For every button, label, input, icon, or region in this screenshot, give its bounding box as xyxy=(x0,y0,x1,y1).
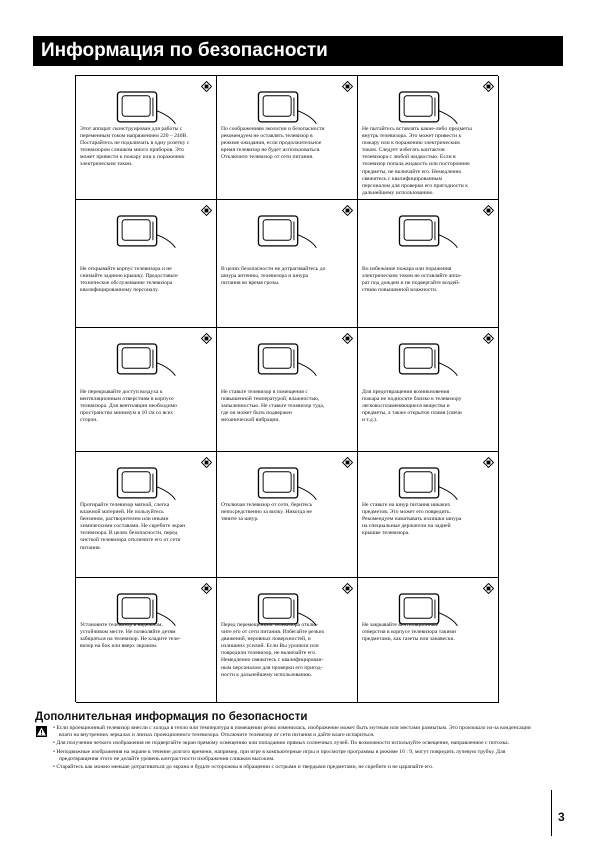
safety-cell xyxy=(358,578,499,703)
language-mark-icon xyxy=(483,581,494,592)
safety-cell xyxy=(358,452,499,578)
language-mark-icon xyxy=(342,203,353,214)
safety-text: Не ставьте телевизор в помещения с повышенной температурой, влажностью, запыленностью. Не ставьте телевизор туда, где он может быть подвержен механической вибрации. xyxy=(221,389,325,424)
language-mark-icon xyxy=(342,79,353,90)
language-mark-icon xyxy=(483,79,494,90)
safety-text: Для предотвращения возникновения пожара не подносите близко к телевизору легковоспламеняющиеся вещества и предметы, а также открытое пламя (свечи и т.д.). xyxy=(362,389,462,424)
safety-cell xyxy=(76,76,217,200)
list-item: • Если проекционный телевизор внесли с холода в тепло или температура в помещении резко изменилась, изображение может быть мутным или местами размытым. Это произошло из-за конденсации влаги на внутренних зеркалах и линзах проекционного телевизора. Отключите телевизор от сети питания и дайте влаге испариться. xyxy=(53,725,531,739)
safety-text: Не пытайтесь вставлять какие-либо предметы внутрь телевизора. Это может привести к пожару или к поражению электрическим током. Следует избегать контактов телевизора с любой жидкостью. Если в телевизор попала жидкость или посторонние предметы, не включайте его. Немедленно свяжитесь с квалифицированным персоналом для проверки его пригодности к дальнейшему использованию. xyxy=(362,126,472,196)
language-mark-icon xyxy=(342,581,353,592)
safety-cell xyxy=(217,328,358,452)
safety-text: Во избежание пожара или поражения электрическим током не оставляйте аппа- рат под дождем и не подвергайте воздей- ствию повышенной влажности. xyxy=(362,266,462,294)
plug-hand-icon xyxy=(223,458,335,506)
language-mark-icon xyxy=(342,455,353,466)
language-mark-icon xyxy=(483,455,494,466)
safety-cell xyxy=(217,200,358,328)
language-mark-icon xyxy=(342,331,353,342)
safety-cell xyxy=(217,76,358,200)
tv-lightning-storm-icon xyxy=(223,206,335,254)
tv-open-case-icon xyxy=(82,206,194,254)
additional-info-list xyxy=(53,725,543,772)
additional-info-title: Дополнительная информация по безопасности xyxy=(35,711,308,723)
tv-fire-moisture-icon xyxy=(364,206,476,254)
tv-heat-source-icon xyxy=(223,334,335,382)
tv-cleaning-icon xyxy=(82,458,194,506)
tv-ventilation-icon xyxy=(82,334,194,382)
safety-text: Не открывайте корпус телевизора и не снимайте заднюю крышку. Предоставьте техническое обслуживание телевизора квалифицированному персоналу. xyxy=(80,266,178,294)
page-title: Информация по безопасности xyxy=(33,36,563,66)
safety-text: Отключая телевизор от сети, беритесь непосредственно за вилку. Никогда не тяните за шнур. xyxy=(221,502,313,523)
safety-text: Протирайте телевизор мягкой, слегка влажной материей. Не пользуйтесь бензином, растворителем или иными химическими составами. Не скребите экран телевизора. В целях безопасности, перед чисткой телевизора отключите его от сети питания. xyxy=(80,502,186,551)
safety-cell xyxy=(358,200,499,328)
tv-candle-icon xyxy=(364,334,476,382)
language-mark-icon xyxy=(201,455,212,466)
tv-power-cord-hands-icon xyxy=(82,82,194,130)
language-mark-icon xyxy=(483,203,494,214)
warning-icon xyxy=(36,726,47,737)
language-mark-icon xyxy=(201,331,212,342)
language-mark-icon xyxy=(483,331,494,342)
list-item: • Для получения четкого изображения не подвергайте экран прямому освещению или попаданию прямых солнечных лучей. По возможности используйте освещение, направленное с потолка. xyxy=(53,740,510,747)
safety-text: В целях безопасности не дотрагивайтесь до шнура антенны, телевизора и шнура питания во время грозы. xyxy=(221,266,326,287)
safety-text: Установите телевизор в надежном, устойчивом месте. Не позволяйте детям забираться на телевизор. Не кладите теле- визор на бок или вверх экраном. xyxy=(80,622,181,650)
safety-cell xyxy=(358,76,499,200)
safety-text: По соображениям экологии и безопасности рекомендуем не оставлять телевизор в режиме ожидания, если продолжительное время телевизор не будет использоваться. Отключите телевизор от сети питания. xyxy=(221,126,325,161)
safety-text: Этот аппарат сконструирован для работы с переменным током напряжением 220 – 240В. Постарайтесь не подключать в одну розетку с телевизором слишком много приборов. Это может привести к пожару или к поражению электрическим током. xyxy=(80,126,190,168)
tv-unplug-check-icon xyxy=(223,82,335,130)
safety-cell xyxy=(76,578,217,703)
safety-text: Не закрывайте вентиляционные отверстия в корпусе телевизора такими предметами, как газеты или занавески. xyxy=(362,622,456,643)
safety-cell xyxy=(217,452,358,578)
page-number: 3 xyxy=(558,810,565,824)
list-item: • Старайтесь как можно меньше дотрагиваться до экрана и будьте осторожны в обращении с острыми и твердыми предметами, не скребите и не царапайте его. xyxy=(53,764,434,771)
language-mark-icon xyxy=(201,79,212,90)
tv-cord-stand-icon xyxy=(364,458,476,506)
safety-grid xyxy=(75,75,498,702)
page-divider xyxy=(551,790,552,836)
safety-cell xyxy=(358,328,499,452)
language-mark-icon xyxy=(201,203,212,214)
safety-text: Не ставьте на шнур питания никаких предметов. Это может его повредить. Рекомендуем наматывать излишки шнура на специальные держатели на задней крышке телевизора. xyxy=(362,502,462,537)
tv-objects-hand-icon xyxy=(364,82,476,130)
safety-cell xyxy=(76,452,217,578)
safety-text: Не перекрывайте доступ воздуха к вентиляционным отверстиям в корпусе телевизора. Для вентиляции необходимо пространство минимум в 10 см со всех сторон. xyxy=(80,389,178,424)
list-item: • Неподвижные изображения на экране в течение долгого времени, например, при игре в компьютерные игры и просмотре программы в режиме 16 : 9, могут повредить лучевую трубку. Для предотвращения этого не делайте уровень контрастности изображения слишком высоким. xyxy=(53,748,506,762)
safety-cell xyxy=(76,328,217,452)
safety-cell xyxy=(217,578,358,703)
safety-text: Перед перемещением телевизора отклю- чите его от сети питания. Избегайте резких движений, неровных поверхностей, и излишних усилий. Если Вы уронили или повредили телевизор, не включайте его. Немедленно свяжитесь с квалифицирован- ным персоналом для проверки его пригод- ности к дальнейшему использованию. xyxy=(221,622,325,678)
language-mark-icon xyxy=(201,581,212,592)
safety-cell xyxy=(76,200,217,328)
